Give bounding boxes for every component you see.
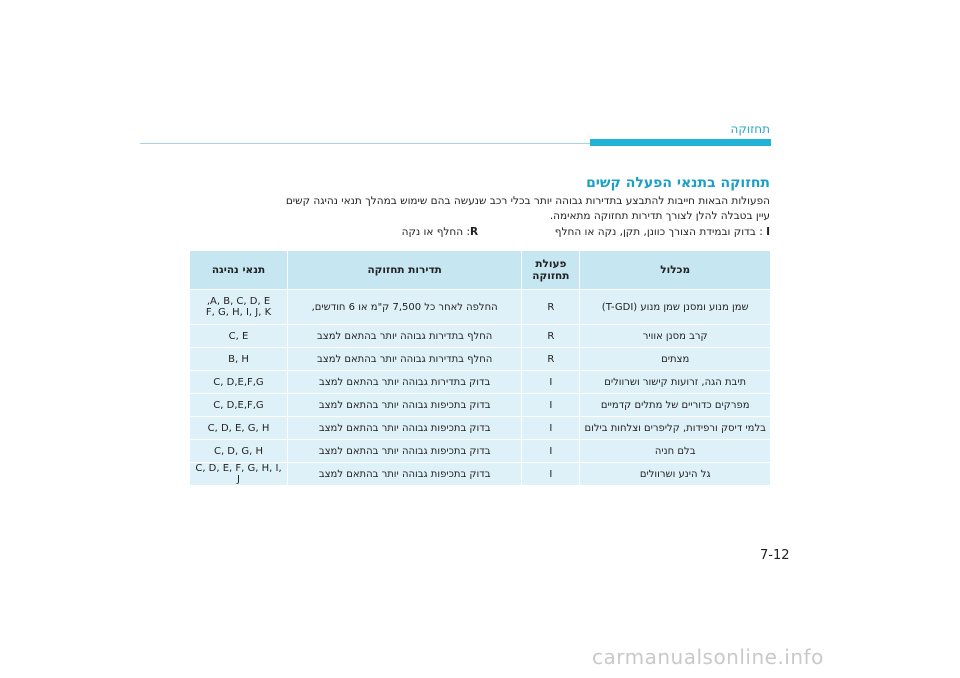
table-row xyxy=(190,394,771,417)
cell-interval: החלפה לאחר כל 7,500 ק"מ או 6 חודשים, xyxy=(287,290,521,325)
cell-item: בלמי דיסק ורפידות, קליפרים וצלחות בילום xyxy=(580,417,771,440)
cell-interval: בדוק בתכיפות גבוהה יותר בהתאם למצב xyxy=(287,417,521,440)
cell-interval: החלף בתדירות גבוהה יותר בהתאם למצב xyxy=(287,325,521,348)
cell-conditions: C, E xyxy=(190,325,288,348)
cell-item: תיבת הגה, זרועות קישור ושרוולים xyxy=(580,371,771,394)
cell-conditions: C, D,E,F,G xyxy=(190,371,288,394)
cell-item: שמן מנוע ומסנן שמן מנוע (T-GDI) xyxy=(580,290,771,325)
cell-item: בלם חניה xyxy=(580,440,771,463)
cell-interval: בדוק בתכיפות גבוהה יותר בהתאם למצב xyxy=(287,394,521,417)
header-rule-thin xyxy=(140,143,590,144)
legend-i-key: I xyxy=(766,226,770,238)
cell-interval: בדוק בתכיפות גבוהה יותר בהתאם למצב xyxy=(287,440,521,463)
legend-r-text: החלף או נקה xyxy=(401,226,464,238)
cell-code: I xyxy=(522,417,580,440)
cell-interval: החלף בתדירות גבוהה יותר בהתאם למצב xyxy=(287,348,521,371)
legend-r-key: R xyxy=(470,226,479,238)
table-row xyxy=(190,463,771,486)
section-heading: תחזוקה בתנאי הפעלה קשים xyxy=(586,175,770,191)
page-number: 7-12 xyxy=(760,548,790,563)
cell-code: I xyxy=(522,371,580,394)
cell-conditions: C, D, G, H xyxy=(190,440,288,463)
cell-code: R xyxy=(522,325,580,348)
cell-code: R xyxy=(522,290,580,325)
cell-code: I xyxy=(522,463,580,486)
watermark: carmanualsonline.info xyxy=(592,645,824,669)
header-rule-thick xyxy=(590,139,771,146)
cell-conditions: B, H xyxy=(190,348,288,371)
cell-conditions: C, D, E, G, H xyxy=(190,417,288,440)
header-code: פעולת תחזוקה xyxy=(522,251,580,290)
cell-conditions: C, D,E,F,G xyxy=(190,394,288,417)
table-header-row xyxy=(190,251,771,290)
cell-interval: בדוק בתדירות גבוהה יותר בהתאם למצב xyxy=(287,371,521,394)
header-item: מכלול xyxy=(580,251,771,290)
cell-code: I xyxy=(522,394,580,417)
intro-line-1: הפעולות הבאות חייבות להתבצע בתדירות גבוהה יותר בכלי רכב שנעשה בהם שימוש במהלך תנאי נהיגה קשים xyxy=(285,195,770,207)
header-conditions: תנאי נהיגה xyxy=(190,251,288,290)
cell-item: קרב מסנן אוויר xyxy=(580,325,771,348)
cell-item: גל הינע ושרוולים xyxy=(580,463,771,486)
cell-interval: בדוק בתכיפות גבוהה יותר בהתאם למצב xyxy=(287,463,521,486)
table-row xyxy=(190,325,771,348)
table-row xyxy=(190,290,771,325)
table-row xyxy=(190,371,771,394)
cell-conditions: A, B, C, D, E, F, G, H, I, J, K xyxy=(190,290,288,325)
section-label: תחזוקה xyxy=(730,122,770,136)
table-body xyxy=(190,290,771,486)
cell-conditions: C, D, E, F, G, H, I, J xyxy=(190,463,288,486)
maintenance-table xyxy=(189,250,771,486)
cell-code: R xyxy=(522,348,580,371)
cell-code: I xyxy=(522,440,580,463)
table-row xyxy=(190,348,771,371)
header-interval: תדירות תחזוקה xyxy=(287,251,521,290)
cell-item: מצתים xyxy=(580,348,771,371)
cell-item: מפרקים כדוריים של מתלים קדמיים xyxy=(580,394,771,417)
legend-i-text: בדוק ובמידת הצורך כוונן, תקן, נקה או החלף xyxy=(554,226,756,238)
intro-line-2: עיין בטבלה להלן לצורך תדירות תחזוקה מתאימה. xyxy=(549,210,770,222)
legend: I : בדוק ובמידת הצורך כוונן, תקן, נקה או החלף R: החלף או נקה xyxy=(401,226,770,238)
table-row xyxy=(190,417,771,440)
table-row xyxy=(190,440,771,463)
